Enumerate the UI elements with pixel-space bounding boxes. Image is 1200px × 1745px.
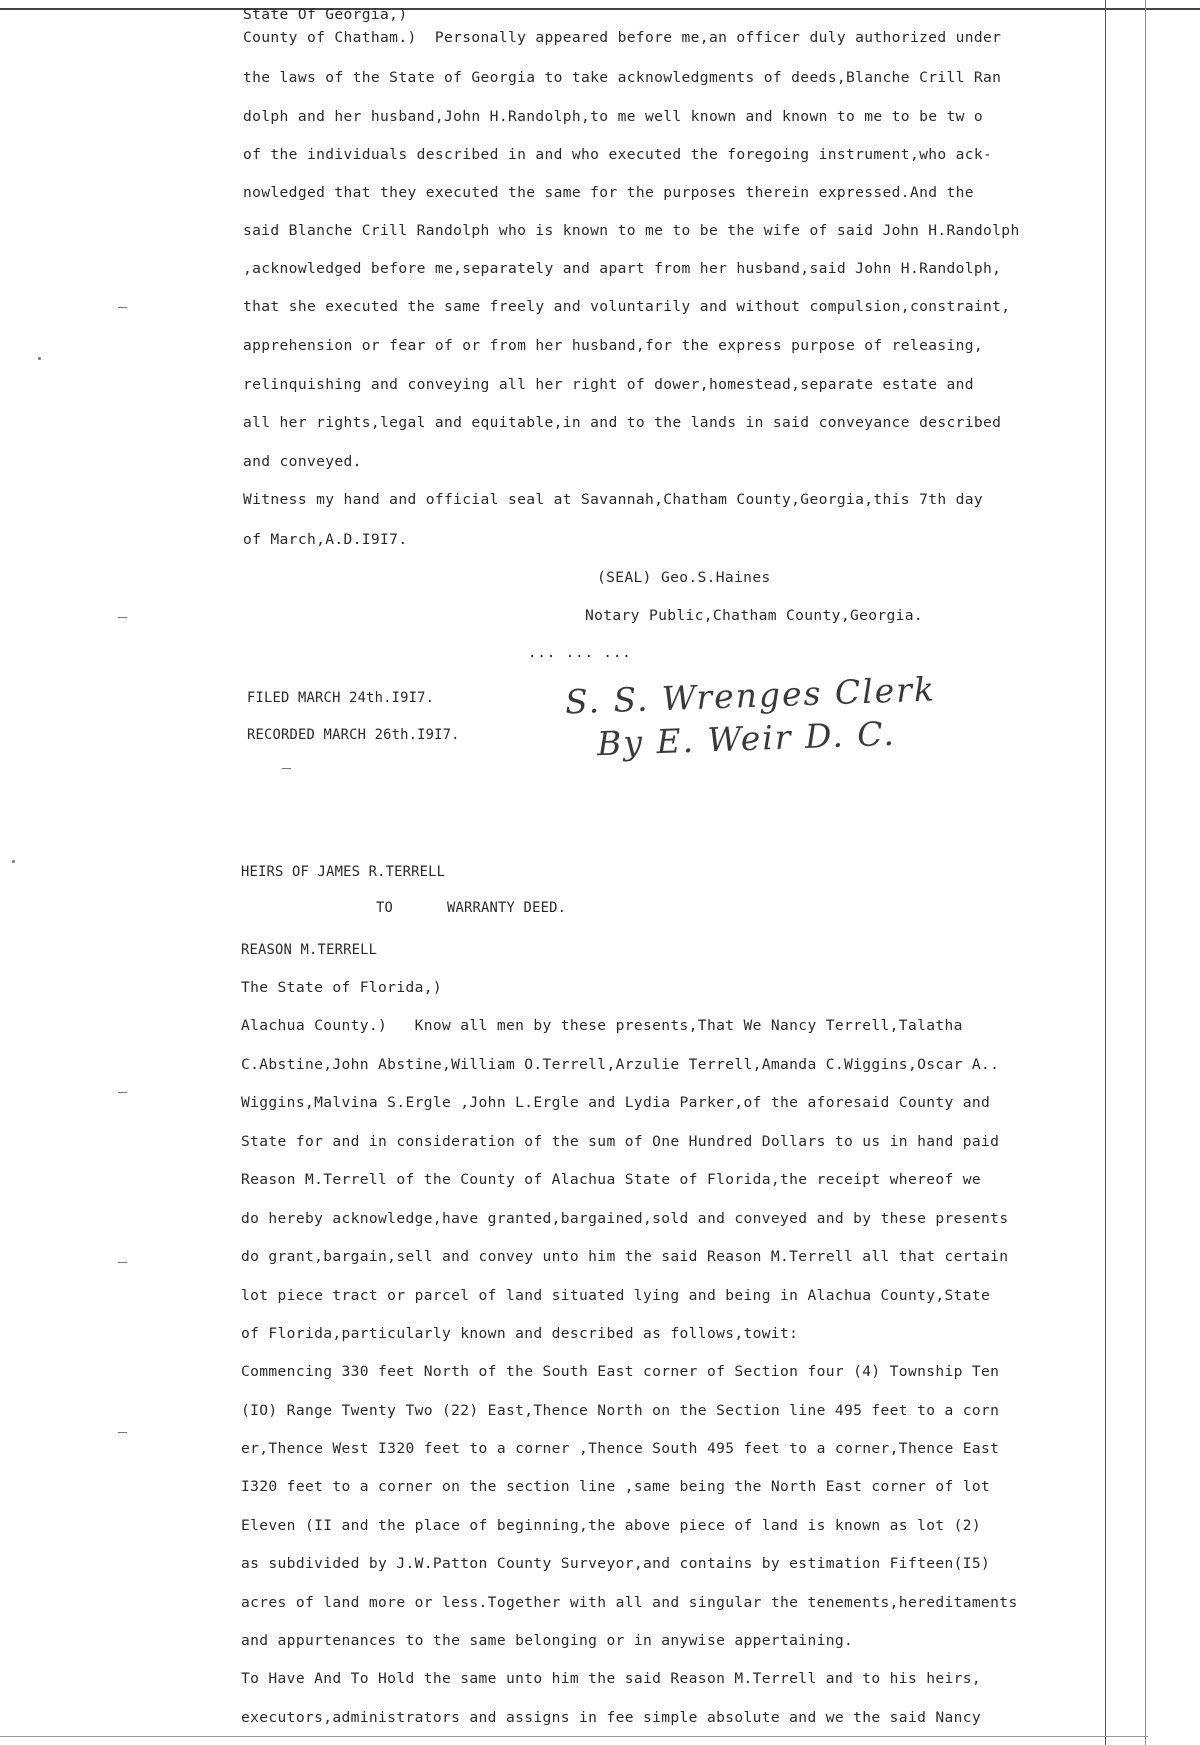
ack-line: that she executed the same freely and voluntarily and without compulsion,constraint, xyxy=(243,298,1011,315)
deed-line: Alachua County.) Know all men by these presents,That We Nancy Terrell,Talatha xyxy=(241,1017,963,1034)
scan-speck xyxy=(38,357,41,360)
deed-line: Reason M.Terrell of the County of Alachua State of Florida,the receipt whereof we xyxy=(241,1171,982,1188)
filed-date: FILED MARCH 24th.I9I7. xyxy=(247,690,435,706)
ack-line: and conveyed. xyxy=(243,453,362,470)
page-edge-line xyxy=(1145,0,1146,1745)
deed-type-heading: WARRANTY DEED. xyxy=(447,900,567,916)
section-separator: ... ... ... xyxy=(528,645,632,661)
deed-line: of Florida,particularly known and described as follows,towit: xyxy=(241,1325,799,1342)
ack-line: relinquishing and conveying all her right of dower,homestead,separate estate and xyxy=(243,376,974,393)
deed-line: Eleven (II and the place of beginning,the above piece of land is known as lot (2) xyxy=(241,1517,982,1534)
deed-line: er,Thence West I320 feet to a corner ,Thence South 495 feet to a corner,Thence East xyxy=(241,1440,1000,1457)
notary-seal-signature: (SEAL) Geo.S.Haines xyxy=(597,569,771,586)
deed-line: State for and in consideration of the sum of One Hundred Dollars to us in hand paid xyxy=(241,1133,1000,1150)
ack-line: said Blanche Crill Randolph who is known to me to be the wife of said John H.Randolph xyxy=(243,222,1020,239)
ack-line: of the individuals described in and who executed the foregoing instrument,who ack- xyxy=(243,146,993,163)
margin-mark xyxy=(118,307,127,308)
deed-line: executors,administrators and assigns in fee simple absolute and we the said Nancy xyxy=(241,1709,982,1726)
top-border-line xyxy=(0,8,1200,10)
deed-line: do grant,bargain,sell and convey unto him the said Reason M.Terrell all that certain xyxy=(241,1248,1009,1265)
deed-line: lot piece tract or parcel of land situated lying and being in Alachua County,State xyxy=(241,1287,991,1304)
deed-line: (IO) Range Twenty Two (22) East,Thence North on the Section line 495 feet to a corn xyxy=(241,1402,1000,1419)
notary-title: Notary Public,Chatham County,Georgia. xyxy=(585,607,924,624)
bottom-border-line xyxy=(0,1736,1148,1737)
ack-line: of March,A.D.I9I7. xyxy=(243,531,408,548)
ack-line: the laws of the State of Georgia to take acknowledgments of deeds,Blanche Crill Ran xyxy=(243,69,1002,86)
to-heading: TO xyxy=(376,900,394,916)
deed-line: acres of land more or less.Together with all and singular the tenements,hereditaments xyxy=(241,1594,1018,1611)
ack-line: Witness my hand and official seal at Savannah,Chatham County,Georgia,this 7th day xyxy=(243,491,984,508)
grantee-heading: REASON M.TERRELL xyxy=(241,942,378,958)
margin-mark xyxy=(118,1432,127,1433)
margin-mark xyxy=(282,768,291,769)
ack-line: apprehension or fear of or from her husband,for the express purpose of releasing, xyxy=(243,337,984,354)
margin-mark xyxy=(118,617,127,618)
deed-line: I320 feet to a corner on the section line ,same being the North East corner of lot xyxy=(241,1478,991,1495)
deed-line: Commencing 330 feet North of the South East corner of Section four (4) Township Ten xyxy=(241,1363,1000,1380)
recorded-date: RECORDED MARCH 26th.I9I7. xyxy=(247,727,460,743)
margin-mark xyxy=(118,1262,127,1263)
deed-line: as subdivided by J.W.Patton County Surveyor,and contains by estimation Fifteen(I5) xyxy=(241,1555,991,1572)
ack-line: dolph and her husband,John H.Randolph,to me well known and known to me to be tw o xyxy=(243,108,984,125)
deed-line: C.Abstine,John Abstine,William O.Terrell,Arzulie Terrell,Amanda C.Wiggins,Oscar A.. xyxy=(241,1056,1000,1073)
right-margin-line xyxy=(1105,0,1106,1745)
clerk-signature: S. S. Wrenges Clerk xyxy=(564,669,937,722)
deed-line: To Have And To Hold the same unto him the said Reason M.Terrell and to his heirs, xyxy=(241,1670,982,1687)
ack-line: State Of Georgia,) xyxy=(243,6,408,23)
deed-line: and appurtenances to the same belonging or in anywise appertaining. xyxy=(241,1632,854,1649)
ack-line: nowledged that they executed the same for the purposes therein expressed.And the xyxy=(243,184,974,201)
deputy-clerk-signature: By E. Weir D. C. xyxy=(596,713,897,764)
deed-line: The State of Florida,) xyxy=(241,979,442,996)
ack-line: County of Chatham.) Personally appeared before me,an officer duly authorized under xyxy=(243,29,1002,46)
ack-line: ,acknowledged before me,separately and apart from her husband,said John H.Randolph, xyxy=(243,260,1002,277)
ack-line: all her rights,legal and equitable,in and to the lands in said conveyance described xyxy=(243,414,1002,431)
margin-mark xyxy=(118,1092,127,1093)
deed-line: Wiggins,Malvina S.Ergle ,John L.Ergle and Lydia Parker,of the aforesaid County and xyxy=(241,1094,991,1111)
grantor-heading: HEIRS OF JAMES R.TERRELL xyxy=(241,864,446,880)
deed-line: do hereby acknowledge,have granted,bargained,sold and conveyed and by these presents xyxy=(241,1210,1009,1227)
scan-speck xyxy=(12,860,15,863)
